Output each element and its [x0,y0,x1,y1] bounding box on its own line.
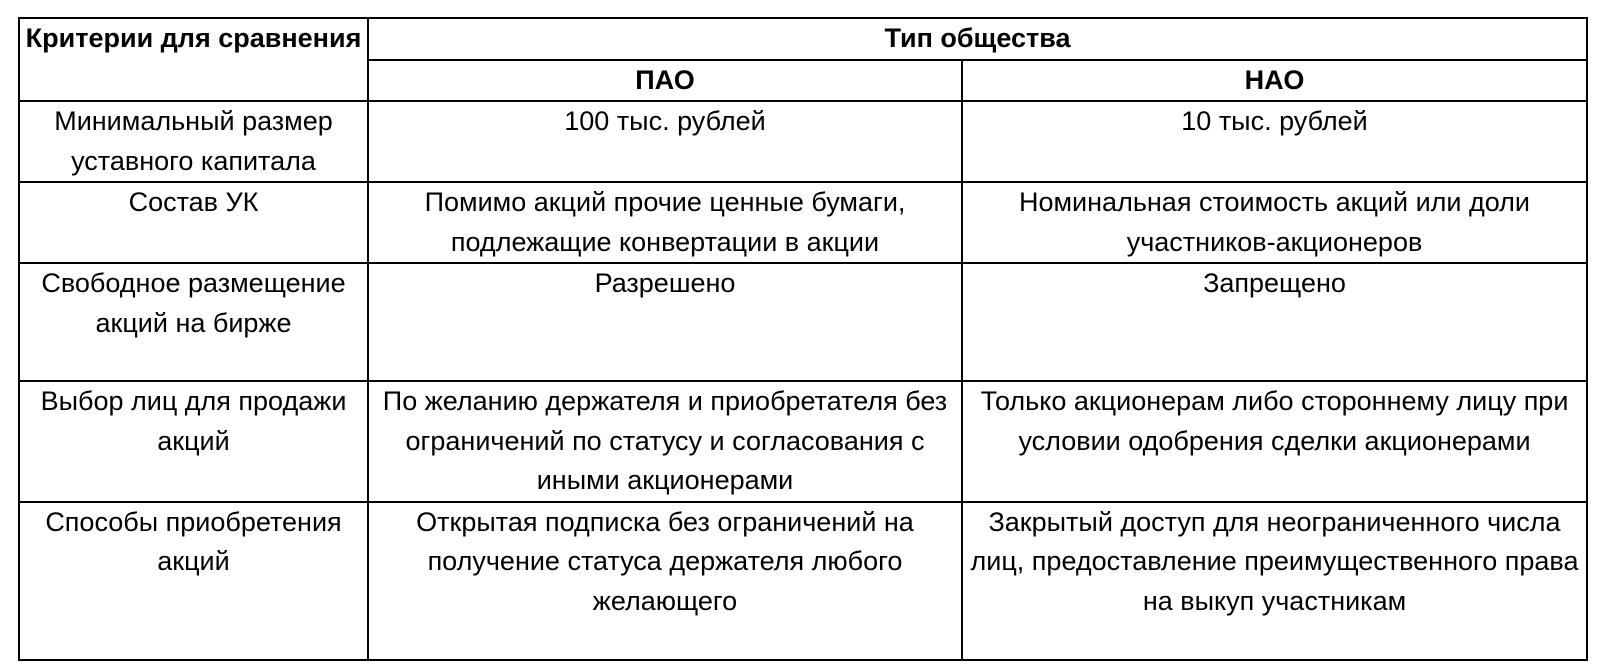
table-row [19,182,1587,263]
comparison-table-container [18,17,1586,661]
pao-cell: Открытая подписка без ограничений на получение статуса держателя любого желающего [368,502,962,660]
type-header: Тип общества [368,18,1587,60]
criterion-cell: Состав УК [19,182,368,263]
nao-cell: Номинальная стоимость акций или доли участников-акционеров [962,182,1587,263]
criterion-cell: Минимальный размер уставного капитала [19,101,368,182]
pao-cell: Разрешено [368,263,962,381]
criterion-cell: Выбор лиц для продажи акций [19,381,368,502]
pao-header: ПАО [368,60,962,102]
header-row-top [19,18,1587,60]
nao-header: НАО [962,60,1587,102]
table-row [19,381,1587,502]
nao-cell: Закрытый доступ для неограниченного числа лиц, предоставление преимущественного права на выкуп участникам [962,502,1587,660]
criterion-cell: Способы приобретения акций [19,502,368,660]
criterion-cell: Свободное размещение акций на бирже [19,263,368,381]
table-row [19,263,1587,381]
criteria-header: Критерии для сравнения [19,18,368,101]
pao-cell: 100 тыс. рублей [368,101,962,182]
nao-cell: 10 тыс. рублей [962,101,1587,182]
table-row [19,502,1587,660]
pao-cell: По желанию держателя и приобретателя без ограничений по статусу и согласования с иными акционерами [368,381,962,502]
pao-cell: Помимо акций прочие ценные бумаги, подлежащие конвертации в акции [368,182,962,263]
table-row [19,101,1587,182]
nao-cell: Только акционерам либо стороннему лицу при условии одобрения сделки акционерами [962,381,1587,502]
nao-cell: Запрещено [962,263,1587,381]
comparison-table [18,17,1588,661]
